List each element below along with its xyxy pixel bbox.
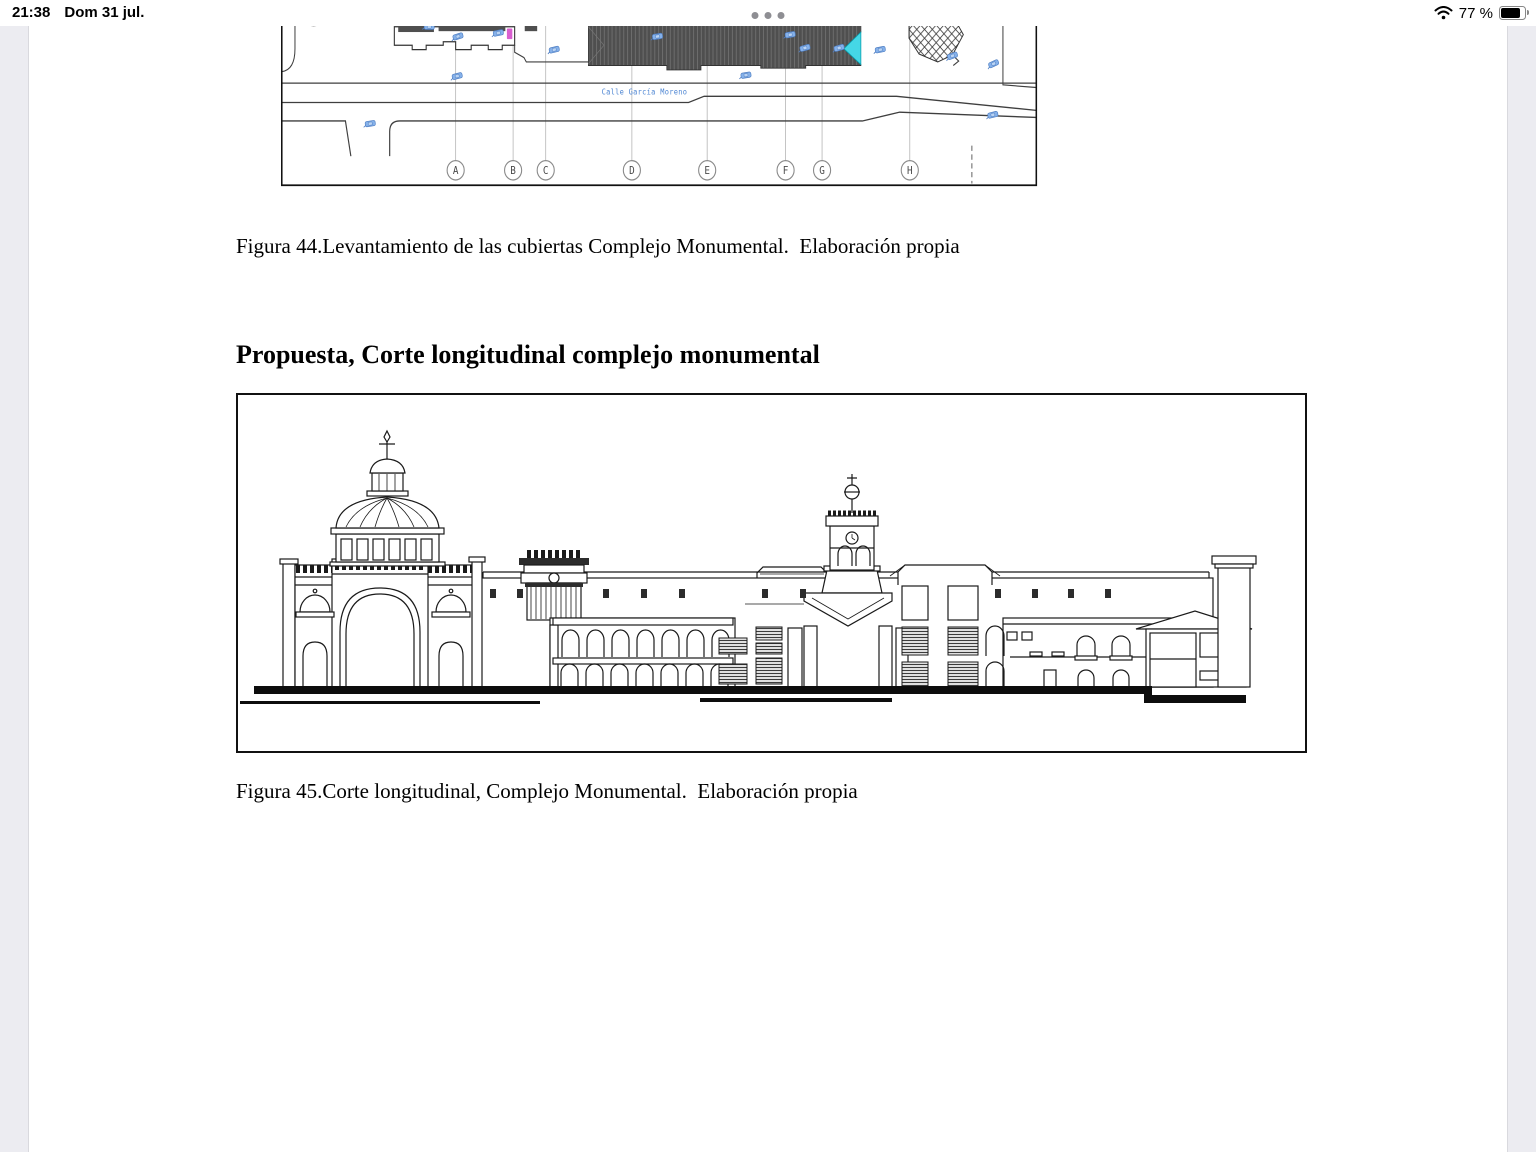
grid-bubble-label: C xyxy=(542,165,549,177)
battery-percent: 77 % xyxy=(1458,4,1493,22)
figure-44-caption: Figura 44.Levantamiento de las cubiertas Complejo Monumental. Elaboración propia xyxy=(236,234,960,258)
car-icon xyxy=(363,120,376,127)
magenta-marker xyxy=(507,29,512,40)
section-heading: Propuesta, Corte longitudinal complejo monumental xyxy=(236,340,820,369)
grid-bubble-label: H xyxy=(906,165,913,177)
car-icon xyxy=(547,46,560,54)
dark-roof xyxy=(588,25,860,70)
wifi-icon xyxy=(1434,6,1453,20)
grid-bubble-label: D xyxy=(629,165,635,177)
roof-plan-figure xyxy=(281,25,1256,209)
status-date: Dom 31 jul. xyxy=(64,4,145,21)
grid-bubble-label: E xyxy=(704,165,710,177)
grid-bubble-label: F xyxy=(782,165,789,177)
right-margin xyxy=(1507,26,1536,1152)
grid-bubble-label: G xyxy=(819,165,825,177)
grid-bubble-label: A xyxy=(452,165,459,177)
figure-45-caption: Figura 45.Corte longitudinal, Complejo Monumental. Elaboración propia xyxy=(236,779,858,803)
status-time: 21:38 xyxy=(12,4,51,21)
multitask-dots-icon xyxy=(752,12,785,19)
left-margin xyxy=(0,26,29,1152)
street-label: Calle García Moreno xyxy=(601,87,688,97)
car-icon xyxy=(986,59,999,69)
car-icon xyxy=(986,111,999,119)
car-icon xyxy=(739,72,752,79)
grid-bubbles xyxy=(447,161,918,180)
grid-bubble-label: B xyxy=(510,165,516,177)
street-corner xyxy=(282,25,295,72)
battery-icon xyxy=(1499,6,1526,20)
status-bar xyxy=(0,0,1536,26)
longitudinal-section-figure xyxy=(236,393,1307,753)
car-icon xyxy=(873,46,886,54)
car-icon xyxy=(450,72,463,80)
